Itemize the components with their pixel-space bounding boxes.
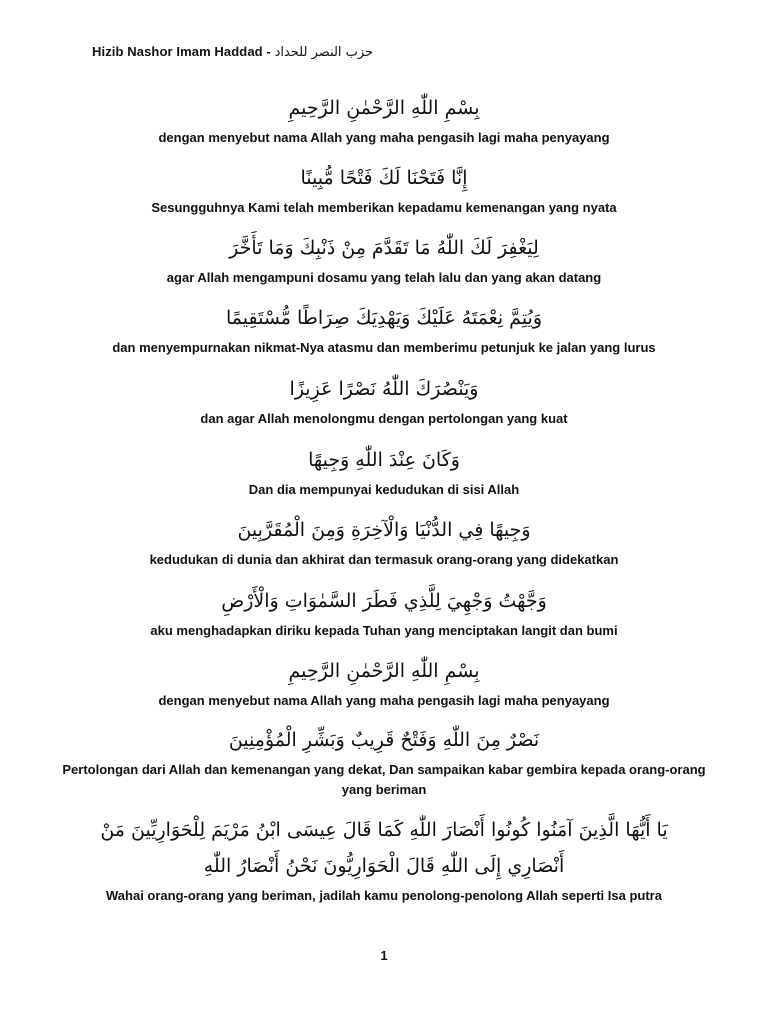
header-title-arabic: حزب النصر للحداد [274, 45, 374, 60]
arabic-verse: إِنَّا فَتَحْنَا لَكَ فَتْحًا مُّبِينًا [300, 167, 468, 189]
verse-block [60, 160, 708, 218]
arabic-verse: نَصْرٌ مِنَ اللّٰهِ وَفَتْحٌ قَرِيبٌ وَبَشِّرِ الْمُؤْمِنِينَ [228, 729, 540, 751]
verse-translation: agar Allah mengampuni dosamu yang telah lalu dan yang akan datang [166, 270, 602, 285]
verse-translation: kedudukan di dunia dan akhirat dan termasuk orang-orang yang didekatkan [149, 552, 619, 567]
arabic-verse: بِسْمِ اللّٰهِ الرَّحْمٰنِ الرَّحِيمِ [288, 660, 480, 682]
verse-block [60, 583, 708, 641]
arabic-verse: وَكَانَ عِنْدَ اللّٰهِ وَجِيهًا [308, 449, 460, 471]
page-header [92, 44, 373, 60]
arabic-verse: بِسْمِ اللّٰهِ الرَّحْمٰنِ الرَّحِيمِ [288, 97, 480, 119]
arabic-verse: وَجِيهًا فِي الدُّنْيَا وَالْآخِرَةِ وَمِنَ الْمُقَرَّبِينَ [237, 519, 531, 541]
verse-block [60, 512, 708, 570]
verse-translation: Sesungguhnya Kami telah memberikan kepadamu kemenangan yang nyata [151, 200, 617, 215]
verse-translation: Pertolongan dari Allah dan kemenangan yang dekat, Dan sampaikan kabar gembira kepada orang-orang yang beriman [62, 762, 706, 797]
verse-block [92, 812, 676, 906]
verse-block [60, 442, 708, 500]
verse-block [60, 371, 708, 429]
verse-translation: dengan menyebut nama Allah yang maha pengasih lagi maha penyayang [158, 130, 610, 145]
arabic-verse: لِيَغْفِرَ لَكَ اللّٰهُ مَا تَقَدَّمَ مِنْ ذَنْبِكَ وَمَا تَأَخَّرَ [229, 237, 539, 259]
verse-translation: Wahai orang-orang yang beriman, jadilah kamu penolong-penolong Allah seperti Isa putra [106, 888, 662, 903]
header-title-latin: Hizib Nashor Imam Haddad - [92, 44, 275, 59]
arabic-verse: وَيُتِمَّ نِعْمَتَهُ عَلَيْكَ وَيَهْدِيَكَ صِرَاطًا مُّسْتَقِيمًا [225, 307, 543, 329]
verse-translation: dan menyempurnakan nikmat-Nya atasmu dan memberimu petunjuk ke jalan yang lurus [112, 340, 656, 355]
verse-block [60, 722, 708, 800]
verse-block [60, 653, 708, 711]
verse-translation: dan agar Allah menolongmu dengan pertolongan yang kuat [200, 411, 568, 426]
verse-translation: Dan dia mempunyai kedudukan di sisi Allah [248, 482, 520, 497]
arabic-verse: يَا أَيُّهَا الَّذِينَ آمَنُوا كُونُوا أَنْصَارَ اللّٰهِ كَمَا قَالَ عِيسَى ابْنُ مَرْيَمَ لِلْحَوَارِيِّينَ مَنْ أَنْصَارِي إِلَى اللّٰهِ قَالَ الْحَوَارِيُّونَ نَحْنُ أَنْصَارُ اللّٰهِ [100, 819, 668, 877]
verse-block [60, 90, 708, 148]
verse-block [60, 300, 708, 358]
verse-block [60, 230, 708, 288]
verse-translation: dengan menyebut nama Allah yang maha pengasih lagi maha penyayang [158, 693, 610, 708]
verse-translation: aku menghadapkan diriku kepada Tuhan yang menciptakan langit dan bumi [150, 623, 618, 638]
arabic-verse: وَيَنْصُرَكَ اللّٰهُ نَصْرًا عَزِيزًا [289, 378, 479, 400]
arabic-verse: وَجَّهْتُ وَجْهِيَ لِلَّذِي فَطَرَ السَّمٰوَاتِ وَالْأَرْضِ [221, 590, 547, 612]
page-number: 1 [380, 948, 388, 963]
